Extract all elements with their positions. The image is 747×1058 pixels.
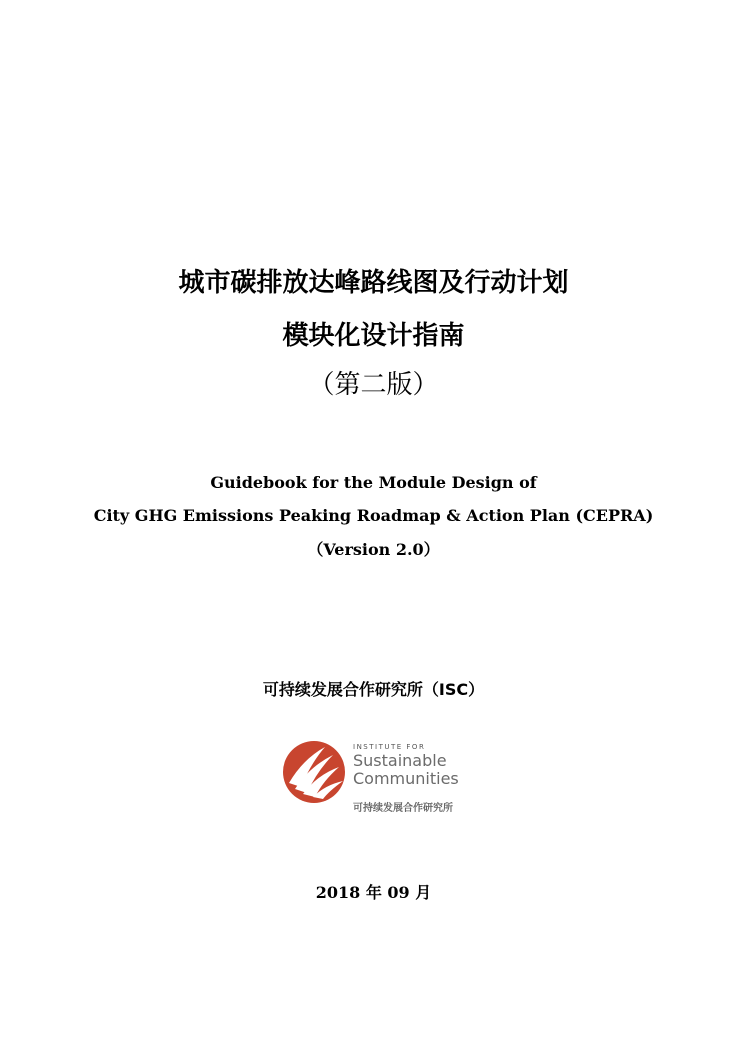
en-title-line2: City GHG Emissions Peaking Roadmap & Action Plan (CEPRA): [93, 506, 654, 525]
publication-date: 2018 年 09 月: [315, 883, 432, 902]
logo-cn-name: 可持续发展合作研究所: [353, 803, 453, 814]
cn-title-line2: 模块化设计指南: [282, 321, 465, 351]
logo-small-caption: INSTITUTE FOR: [353, 743, 426, 751]
en-title-line1: Guidebook for the Module Design of: [210, 473, 537, 492]
cn-title-line1: 城市碳排放达峰路线图及行动计划: [178, 268, 569, 298]
isc-leaf-circle-logo-icon: [281, 739, 347, 805]
organization-name: 可持续发展合作研究所（ISC）: [262, 680, 485, 699]
en-edition: （Version 2.0）: [307, 540, 440, 559]
logo-name-line1: Sustainable: [353, 751, 447, 770]
logo-name-line2: Communities: [353, 769, 459, 788]
cn-edition: （第二版）: [308, 370, 439, 400]
isc-logo: [281, 735, 471, 815]
logo-wordmark: [353, 743, 459, 788]
